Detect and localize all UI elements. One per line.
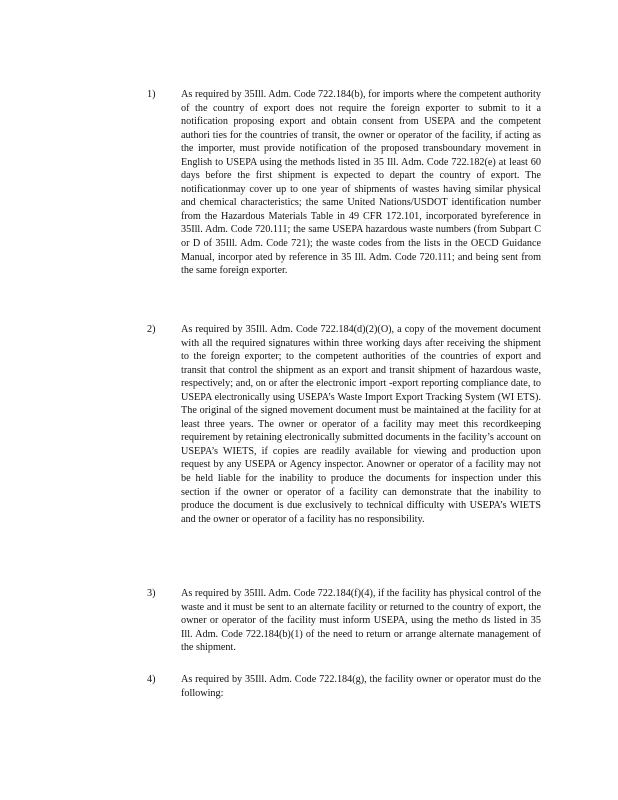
item-text: As required by 35Ill. Adm. Code 722.184(g), the facility owner or operator must do the following:: [181, 674, 541, 699]
item-text: As required by 35Ill. Adm. Code 722.184(b), for imports where the competent authority of the country of export does not require the foreign exporter to submit to it a notification proposing export and obtain consent from USEPA and the competent authori ties for the countries of transit, the owner or operator of the facility, if acting as the importer, must provide notification of the proposed transboundary movement in English to USEPA using the methods listed in 35 Ill. Adm. Code 722.182(e) at least 60 days before the first shipment is expected to depart the country of export. The notificationmay cover up to one year of shipments of wastes having similar physical and chemical characteristics; the same United Nations/USDOT identification number from the Hazardous Materials Table in 49 CFR 172.101, incorporated byreference in 35Ill. Adm. Code 720.111; the same USEPA hazardous waste numbers (from Subpart C or D of 35Ill. Adm. Code 721); the waste codes from the lists in the OECD Guidance Manual, incorpor ated by reference in 35 Ill. Adm. Code 720.111; and being sent from the same foreign exporter.: [181, 89, 541, 277]
item-text: As required by 35Ill. Adm. Code 722.184(d)(2)(O), a copy of the movement document with all the required signatures within three working days after receiving the shipment to the foreign exporter; to the competent authorities of the countries of export and transit that control the shipment as an export and transit shipment of hazardous waste, respectively; and, on or after the electronic import -export reporting compliance date, to USEPA electronically using USEPA’s Waste Import Export Tracking System (WI ETS). The original of the signed movement document must be maintained at the facility for at least three years. The owner or operator of a facility may meet this recordkeeping requirement by retaining electronically submitted documents in the facility’s account on USEPA’s WIETS, if copies are readily available for viewing and production upon request by any USEPA or Agency inspector. Anowner or operator of a facility may not be held liable for the inability to produce the documents for inspection under this section if the owner or operator of a facility can demonstrate that the inability to produce the document is due exclusively to technical difficulty with USEPA’s WIETS and the owner or operator of a facility has no responsibility.: [181, 324, 541, 525]
item-number: 1): [147, 89, 156, 100]
item-text: As required by 35Ill. Adm. Code 722.184(f)(4), if the facility has physical control of the waste and it must be sent to an alternate facility or returned to the country of export, the owner or operator of the facility must inform USEPA, using the metho ds listed in 35 Ill. Adm. Code 722.184(b)(1) of the need to return or arrange alternate management of the shipment.: [181, 588, 541, 654]
item-number: 3): [147, 588, 156, 599]
item-number: 4): [147, 674, 156, 685]
item-number: 2): [147, 324, 156, 335]
